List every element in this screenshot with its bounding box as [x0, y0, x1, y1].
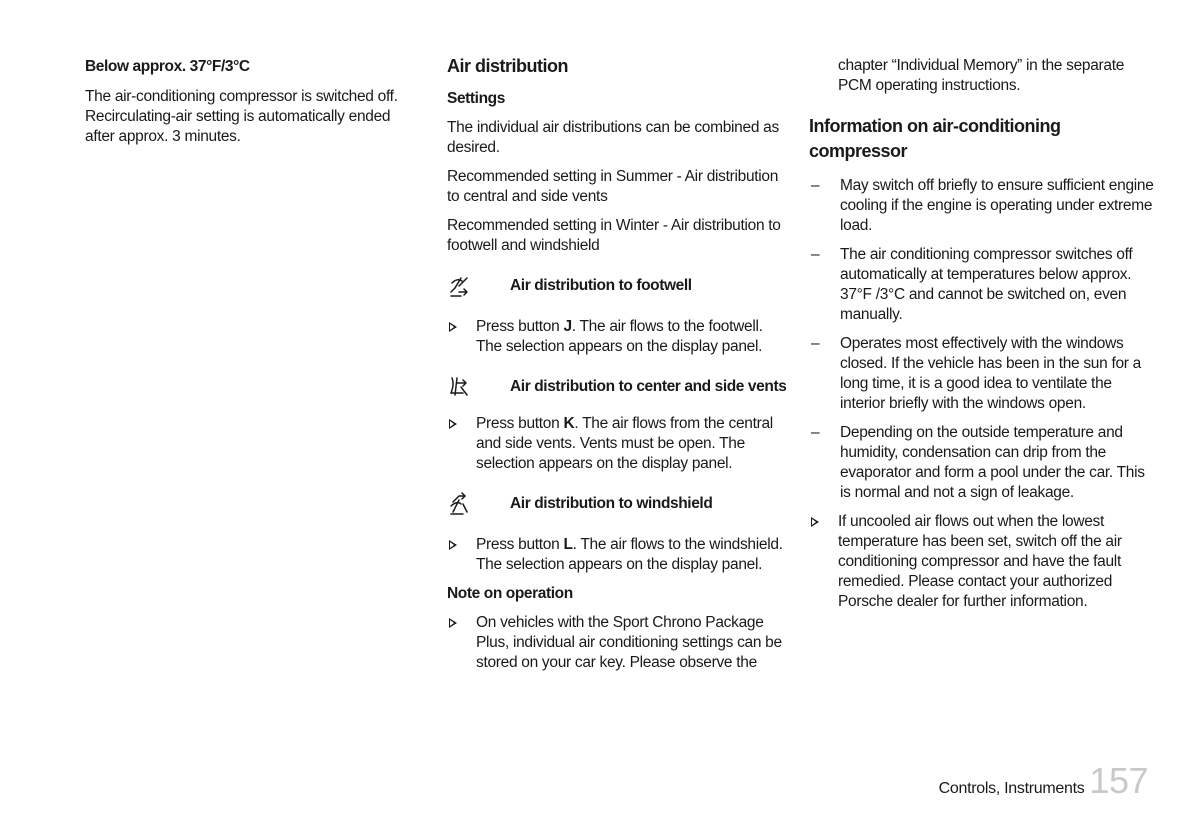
list-item-text: Depending on the outside temperature and humidity, condensation can drip from the evaporator and form a pool under the car. This is normal and not a sign of leakage. — [840, 424, 1145, 501]
column-middle — [447, 56, 787, 682]
column-right — [809, 56, 1154, 621]
list-item-text: May switch off briefly to ensure sufficient engine cooling if the engine is operating under extreme load. — [840, 177, 1154, 234]
list-item — [809, 423, 1154, 503]
action-arrow-icon — [449, 322, 457, 332]
dash-bullet: – — [811, 424, 820, 441]
step-text: Press button — [476, 415, 564, 432]
step-text: . The air flows to the footwell. The selection appears on the display panel. — [476, 318, 763, 355]
list-item — [809, 176, 1154, 236]
action-item — [809, 512, 1154, 612]
windshield-step — [447, 535, 787, 575]
note-heading: Note on operation — [447, 585, 573, 602]
note-text: On vehicles with the Sport Chrono Package Plus, individual air conditioning settings can be stored on your car key. Please observe the — [476, 614, 782, 671]
dash-bullet: – — [811, 335, 820, 352]
footwell-airflow-icon — [447, 274, 510, 296]
dash-bullet: – — [811, 177, 820, 194]
air-distribution-title: Air distribution — [447, 56, 568, 76]
button-key: L — [563, 536, 573, 553]
windshield-airflow-icon — [447, 492, 510, 514]
temperature-heading: Below approx. 37°F/3°C — [85, 58, 250, 75]
settings-heading: Settings — [447, 90, 505, 107]
button-key: K — [563, 415, 575, 432]
continued-text: chapter “Individual Memory” in the separate PCM operating instructions. — [838, 57, 1125, 94]
windshield-section-header — [447, 492, 787, 515]
action-arrow-icon — [449, 419, 457, 429]
action-arrow-icon — [449, 618, 457, 628]
compressor-off-text: The air-conditioning compressor is switched off. Recirculating-air setting is automatically ended after approx. 3 minutes. — [85, 88, 398, 145]
step-text: . The air flows to the windshield. The selection appears on the display panel. — [476, 536, 783, 573]
vents-airflow-icon — [447, 375, 510, 397]
column-left — [85, 56, 410, 156]
winter-setting-paragraph: Recommended setting in Winter - Air distribution to footwell and windshield — [447, 217, 781, 254]
list-item-text: The air conditioning compressor switches off automatically at temperatures below approx. 37°F /3°C and cannot be switched on, even manually. — [840, 246, 1133, 323]
footwell-label: Air distribution to footwell — [510, 277, 692, 294]
list-item — [809, 334, 1154, 414]
windshield-label: Air distribution to windshield — [510, 495, 713, 512]
page-footer — [939, 760, 1148, 802]
section-name: Controls, Instruments — [938, 780, 1085, 797]
vents-label: Air distribution to center and side vents — [510, 378, 787, 395]
footwell-section-header — [447, 274, 787, 297]
list-item-text: Operates most effectively with the windows closed. If the vehicle has been in the sun for a long time, it is a good idea to ventilate the interior briefly with the windows open. — [840, 335, 1141, 412]
footwell-step — [447, 317, 787, 357]
note-item — [447, 613, 787, 673]
action-arrow-icon — [811, 517, 819, 527]
page-number: 157 — [1089, 760, 1148, 801]
settings-paragraph: The individual air distributions can be combined as desired. — [447, 119, 779, 156]
step-text: . The air flows from the central and side vents. Vents must be open. The selection appears on the display panel. — [476, 415, 773, 472]
vents-step — [447, 414, 787, 474]
list-item — [809, 245, 1154, 325]
dash-bullet: – — [811, 246, 820, 263]
vents-section-header — [447, 375, 787, 398]
step-text: Press button — [476, 536, 564, 553]
step-text: Press button — [476, 318, 564, 335]
summer-setting-paragraph: Recommended setting in Summer - Air distribution to central and side vents — [447, 168, 779, 205]
action-arrow-icon — [449, 540, 457, 550]
compressor-info-heading: Information on air-conditioning compressor — [809, 116, 1061, 161]
button-key: J — [563, 318, 572, 335]
action-text: If uncooled air flows out when the lowest temperature has been set, switch off the air conditioning compressor and have the fault remedied. Please contact your authorized Porsche dealer for further information. — [838, 513, 1122, 610]
